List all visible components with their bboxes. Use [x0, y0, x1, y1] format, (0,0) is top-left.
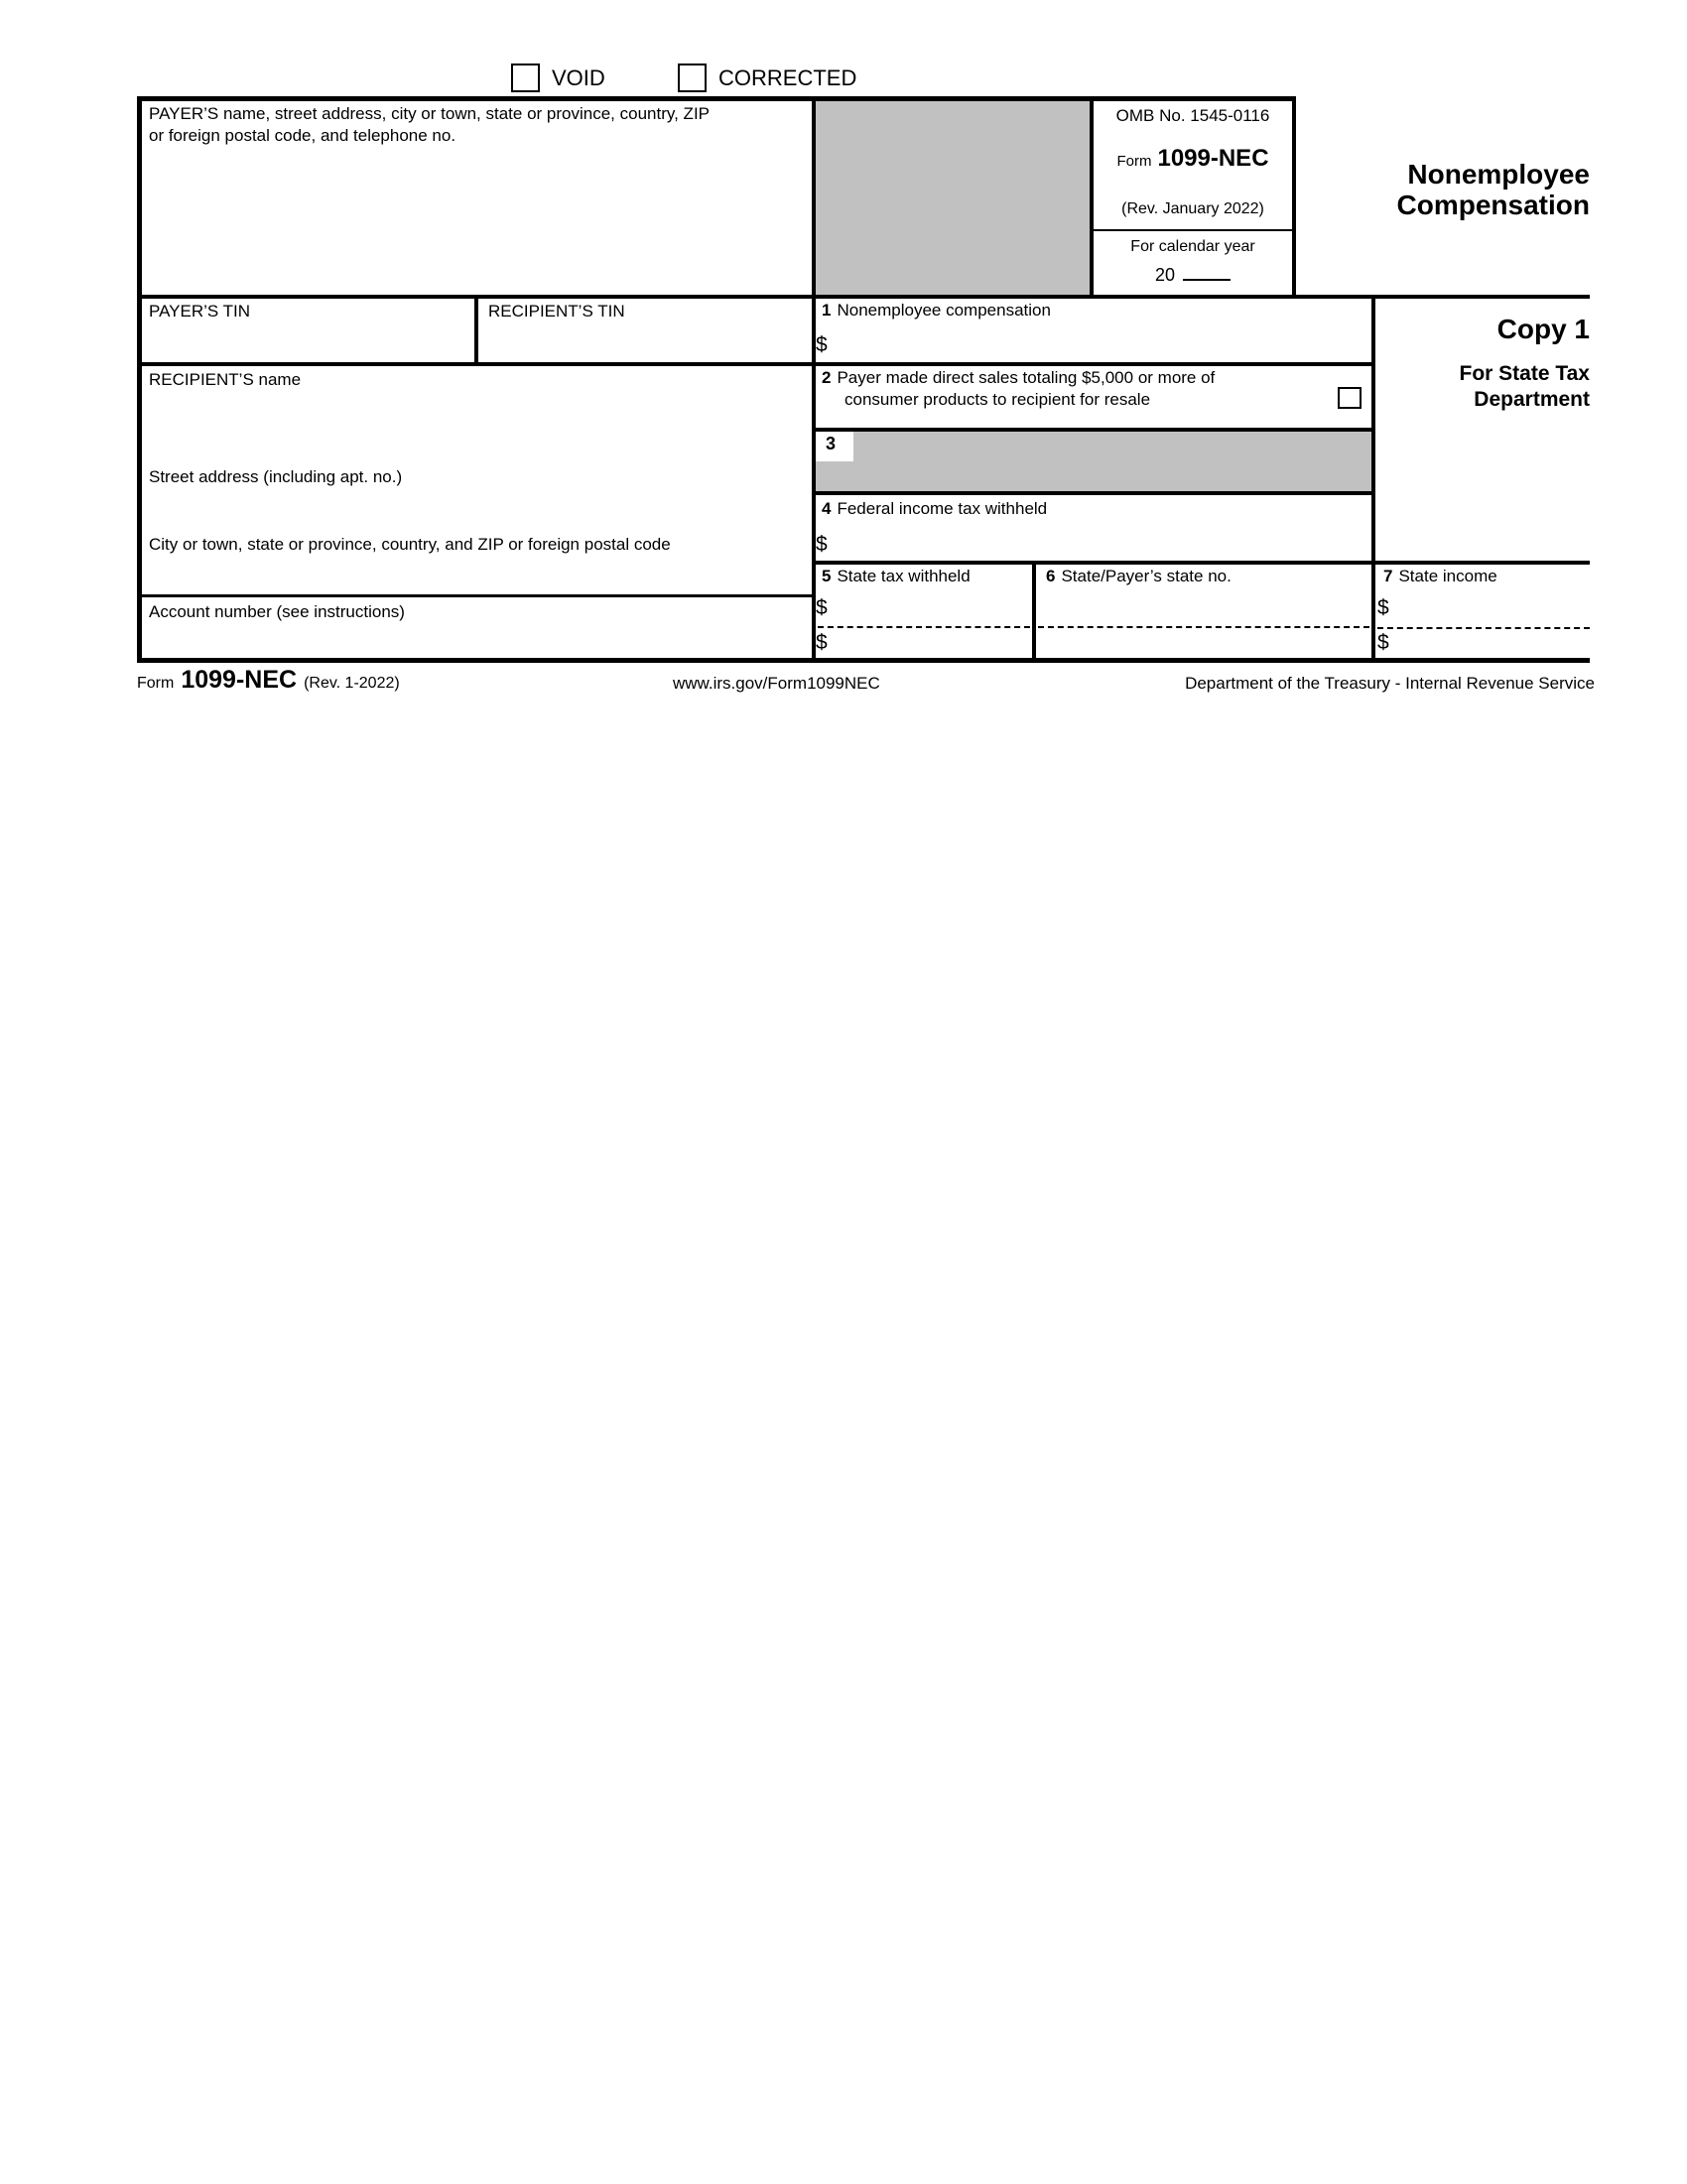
account-number-label: Account number (see instructions): [149, 602, 405, 621]
box7-label: [1383, 567, 1497, 586]
street-address-label: Street address (including apt. no.): [149, 467, 403, 486]
box5-number: 5: [822, 567, 832, 585]
recipient-name-label: RECIPIENT’S name: [149, 370, 302, 389]
form-top-border: [137, 96, 1296, 101]
payer-info-field[interactable]: [145, 151, 805, 290]
box5-dollar-top: $: [816, 596, 828, 619]
payer-entry-shaded-area: [812, 96, 1094, 299]
box4-bottom-rule: [812, 561, 1590, 565]
calendar-year-line: [1094, 261, 1292, 286]
calendar-year-prefix: 20: [1154, 265, 1176, 285]
footer-department: Department of the Treasury - Internal Revenue Service: [1185, 674, 1595, 693]
omb-form-word: Form: [1116, 153, 1152, 170]
box7-dashed-rule: [1377, 627, 1590, 629]
copy-column-left-rule: [1371, 295, 1375, 663]
street-address-field[interactable]: [145, 490, 805, 530]
box2-label-line2: consumer products to recipient for resale: [844, 390, 1151, 409]
left-section-right-rule: [812, 96, 816, 663]
box6-label-text: State/Payer’s state no.: [1061, 567, 1232, 585]
box1-label-text: Nonemployee compensation: [837, 301, 1051, 320]
payer-info-label-line1: PAYER’S name, street address, city or town, state or province, country, ZIP: [149, 104, 711, 123]
box6-number: 6: [1046, 567, 1056, 585]
box2-bottom-rule: [812, 428, 1375, 432]
calendar-year-field[interactable]: [1183, 261, 1231, 281]
box1-amount-field[interactable]: [836, 331, 1362, 359]
box5-dollar-bottom: $: [816, 631, 828, 654]
corrected-label: CORRECTED: [718, 65, 857, 90]
omb-number: OMB No. 1545-0116: [1115, 106, 1270, 125]
omb-form-number: 1099-NEC: [1157, 145, 1269, 172]
payer-tin-label: PAYER’S TIN: [149, 302, 251, 321]
payer-info-label-line2: or foreign postal code, and telephone no.: [149, 126, 456, 145]
copy-for-line2: Department: [1474, 388, 1590, 411]
payer-tin-field[interactable]: [145, 325, 472, 359]
box2-number: 2: [822, 368, 832, 387]
void-checkbox[interactable]: [511, 64, 540, 92]
box5-box6-divider: [1032, 561, 1036, 663]
form-title: [1280, 159, 1590, 220]
box1-number: 1: [822, 301, 832, 320]
box7-dollar-top: $: [1377, 596, 1389, 619]
box3-bottom-rule: [812, 491, 1375, 495]
box4-amount-field[interactable]: [836, 531, 1362, 559]
void-label: VOID: [552, 65, 605, 90]
copy-label: Copy 1: [1496, 314, 1590, 344]
box7-label-text: State income: [1398, 567, 1497, 585]
tin-divider: [474, 295, 478, 366]
box5-label: [822, 567, 971, 586]
recipient-tin-label: RECIPIENT’S TIN: [488, 302, 625, 321]
account-box-top-rule: [137, 594, 816, 597]
box4-dollar-sign: $: [816, 533, 828, 556]
footer-form-id: [137, 666, 400, 695]
footer-form-word: Form: [137, 675, 175, 692]
recipient-name-field[interactable]: [145, 393, 805, 460]
box2-resale-checkbox[interactable]: [1338, 387, 1362, 409]
omb-form-number-line: [1094, 145, 1292, 173]
box7-number: 7: [1383, 567, 1393, 585]
box5-dashed-rule: [818, 626, 1030, 628]
omb-revision: (Rev. January 2022): [1121, 200, 1264, 217]
corrected-checkbox[interactable]: [678, 64, 707, 92]
calendar-year-label: For calendar year: [1130, 238, 1255, 255]
box4-label-text: Federal income tax withheld: [837, 499, 1048, 518]
box7-amount-bottom-field[interactable]: [1397, 630, 1588, 656]
box3-number: 3: [826, 434, 837, 453]
form-left-border: [137, 96, 142, 663]
box1-label: [822, 301, 1051, 321]
recipient-tin-field[interactable]: [482, 325, 808, 359]
form-title-line1: Nonemployee: [1407, 159, 1590, 190]
box7-dollar-bottom: $: [1377, 631, 1389, 654]
box6-state-number-field[interactable]: [1042, 591, 1367, 623]
city-state-zip-field[interactable]: [145, 558, 805, 591]
box3-shaded-area: [812, 428, 1375, 495]
box4-number: 4: [822, 499, 832, 518]
box6-label: [1046, 567, 1232, 586]
omb-box-divider: [1090, 229, 1296, 231]
box5-label-text: State tax withheld: [837, 567, 971, 585]
footer-irs-url[interactable]: www.irs.gov/Form1099NEC: [673, 674, 880, 693]
footer-form-number: 1099-NEC: [181, 666, 298, 694]
box7-amount-top-field[interactable]: [1397, 595, 1588, 623]
box4-label: [822, 499, 1047, 519]
form-title-line2: Compensation: [1396, 190, 1590, 220]
box2-label-line1: Payer made direct sales totaling $5,000 or more of: [837, 368, 1216, 387]
box5-amount-top-field[interactable]: [836, 595, 1026, 623]
account-number-field[interactable]: [145, 625, 805, 655]
footer-revision: (Rev. 1-2022): [304, 675, 400, 692]
box2-label: [822, 368, 1215, 388]
box6-dashed-rule: [1038, 626, 1369, 628]
box5-amount-bottom-field[interactable]: [836, 630, 1026, 656]
copy-for-text: [1379, 361, 1590, 413]
copy-for-line1: For State Tax: [1459, 362, 1590, 385]
city-state-zip-label: City or town, state or province, country, and ZIP or foreign postal code: [149, 535, 671, 554]
tin-row-bottom-rule: [137, 362, 1375, 366]
box1-dollar-sign: $: [816, 333, 828, 356]
